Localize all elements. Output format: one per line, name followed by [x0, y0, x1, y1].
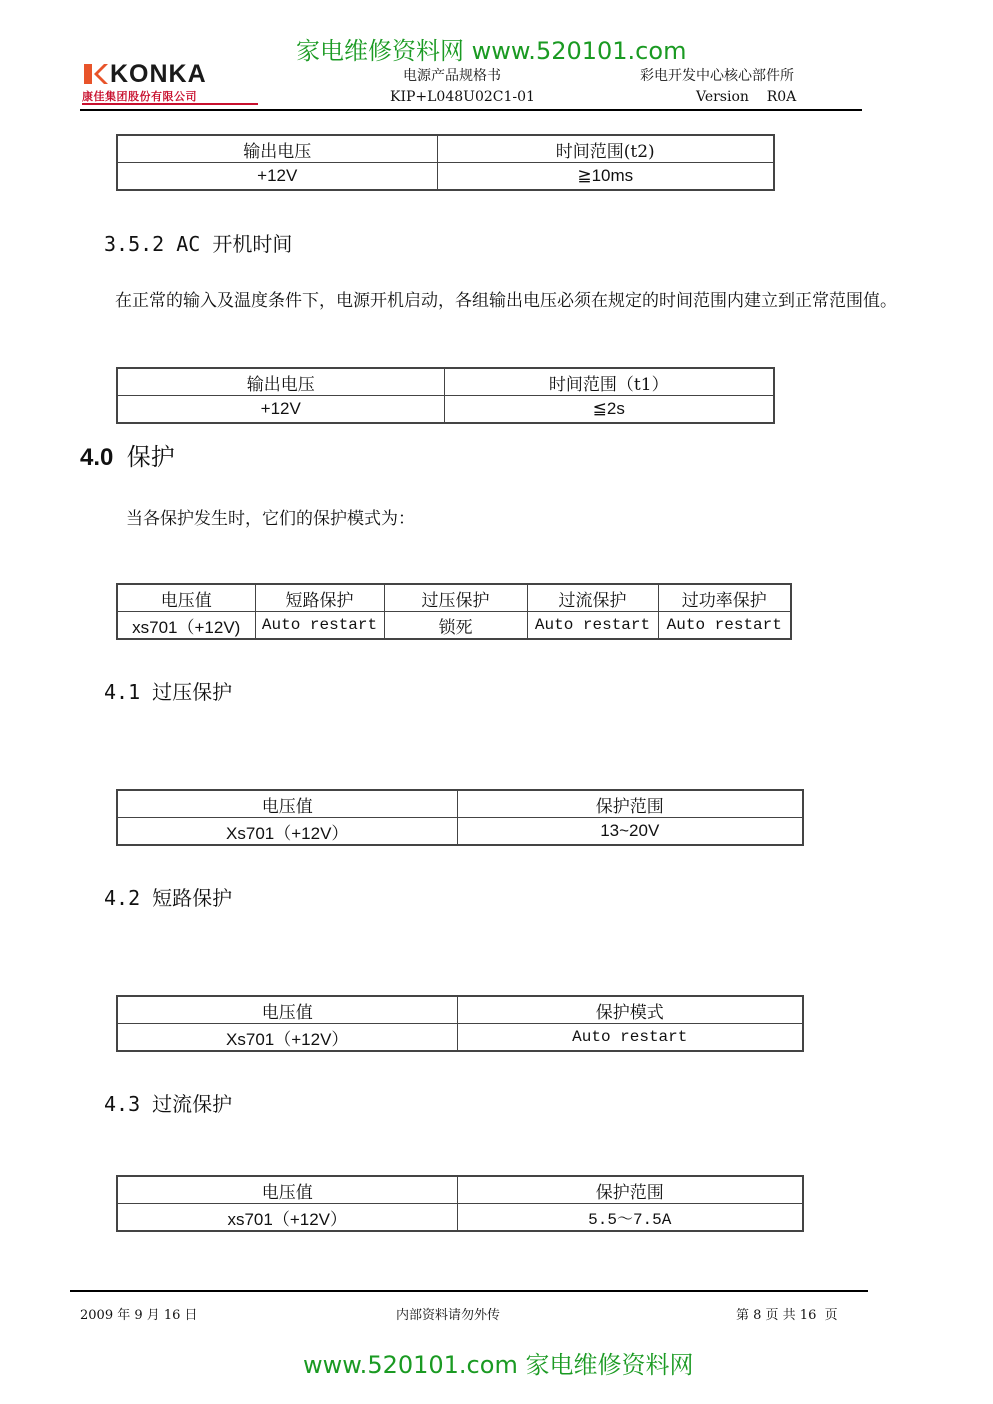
section-number: 4.0: [80, 444, 114, 471]
konka-logo-mark-icon: [82, 62, 108, 86]
protection-modes-table: [116, 583, 792, 640]
table-cell: Auto restart: [457, 1024, 803, 1052]
watermark-top: 家电维修资料网 www.520101.com: [296, 37, 687, 65]
table-header-cell: 保护范围: [457, 1176, 803, 1204]
ovp-table: [116, 789, 804, 846]
table-header-cell: 输出电压: [117, 368, 444, 396]
header-org: 彩电开发中心核心部件所: [640, 68, 794, 84]
table-cell: ≦2s: [444, 396, 774, 424]
footer-rule: [70, 1290, 868, 1292]
logo-subtitle: 康佳集团股份有限公司: [82, 90, 197, 103]
table-cell: +12V: [117, 163, 437, 191]
table-header-cell: 输出电压: [117, 135, 437, 163]
table-header-cell: 过功率保护: [658, 584, 791, 612]
table-header-cell: 保护范围: [457, 790, 803, 818]
table-cell: xs701（+12V): [117, 612, 255, 640]
table-cell: 锁死: [384, 612, 527, 640]
section-3-5-2-text: 在正常的输入及温度条件下，电源开机启动，各组输出电压必须在规定的时间范围内建立到正常范围值。: [115, 291, 897, 311]
section-heading-4-1: 4.1 过压保护: [104, 680, 233, 704]
table-cell: Auto restart: [255, 612, 384, 640]
header-version: Version R0A: [696, 89, 797, 105]
logo-brand: KONKA: [110, 60, 207, 88]
ocp-table: [116, 1175, 804, 1232]
table-header-cell: 过流保护: [527, 584, 658, 612]
section-title: 保护: [126, 443, 175, 471]
section-heading-3-5-2: 3.5.2 AC 开机时间: [104, 232, 293, 256]
section-4-0-text: 当各保护发生时，它们的保护模式为：: [126, 509, 415, 529]
table-cell: Auto restart: [527, 612, 658, 640]
footer-date: 2009 年 9 月 16 日: [80, 1308, 198, 1323]
table-header-cell: 时间范围(t2): [437, 135, 774, 163]
table-header-cell: 电压值: [117, 584, 255, 612]
header-doc-type: 电源产品规格书: [403, 68, 501, 84]
table-header-cell: 过压保护: [384, 584, 527, 612]
section-heading-4-3: 4.3 过流保护: [104, 1092, 233, 1116]
footer-notice: 内部资料请勿外传: [396, 1308, 501, 1323]
footer-page-number: 第 8 页 共 16 页: [736, 1308, 838, 1323]
table-cell: Xs701（+12V）: [117, 1024, 457, 1052]
table-cell: ≧10ms: [437, 163, 774, 191]
watermark-bottom: www.520101.com 家电维修资料网: [303, 1351, 694, 1379]
table-cell: Xs701（+12V）: [117, 818, 457, 846]
logo-underline: [82, 103, 258, 105]
section-heading-4-0: [80, 437, 175, 472]
table-header-cell: 保护模式: [457, 996, 803, 1024]
header-doc-no: KIP+L048U02C1-01: [390, 89, 535, 105]
section-heading-4-2: 4.2 短路保护: [104, 886, 233, 910]
scp-table: [116, 995, 804, 1052]
header-rule: [80, 109, 862, 111]
table-cell: 5.5～7.5A: [457, 1204, 803, 1232]
table-header-cell: 时间范围（t1）: [444, 368, 774, 396]
table-header-cell: 短路保护: [255, 584, 384, 612]
table-header-cell: 电压值: [117, 790, 457, 818]
table-cell: +12V: [117, 396, 444, 424]
table-header-cell: 电压值: [117, 1176, 457, 1204]
hold-time-table: [116, 134, 775, 191]
table-header-cell: 电压值: [117, 996, 457, 1024]
table-cell: 13~20V: [457, 818, 803, 846]
turn-on-time-table: [116, 367, 775, 424]
table-cell: Auto restart: [658, 612, 791, 640]
table-cell: xs701（+12V）: [117, 1204, 457, 1232]
